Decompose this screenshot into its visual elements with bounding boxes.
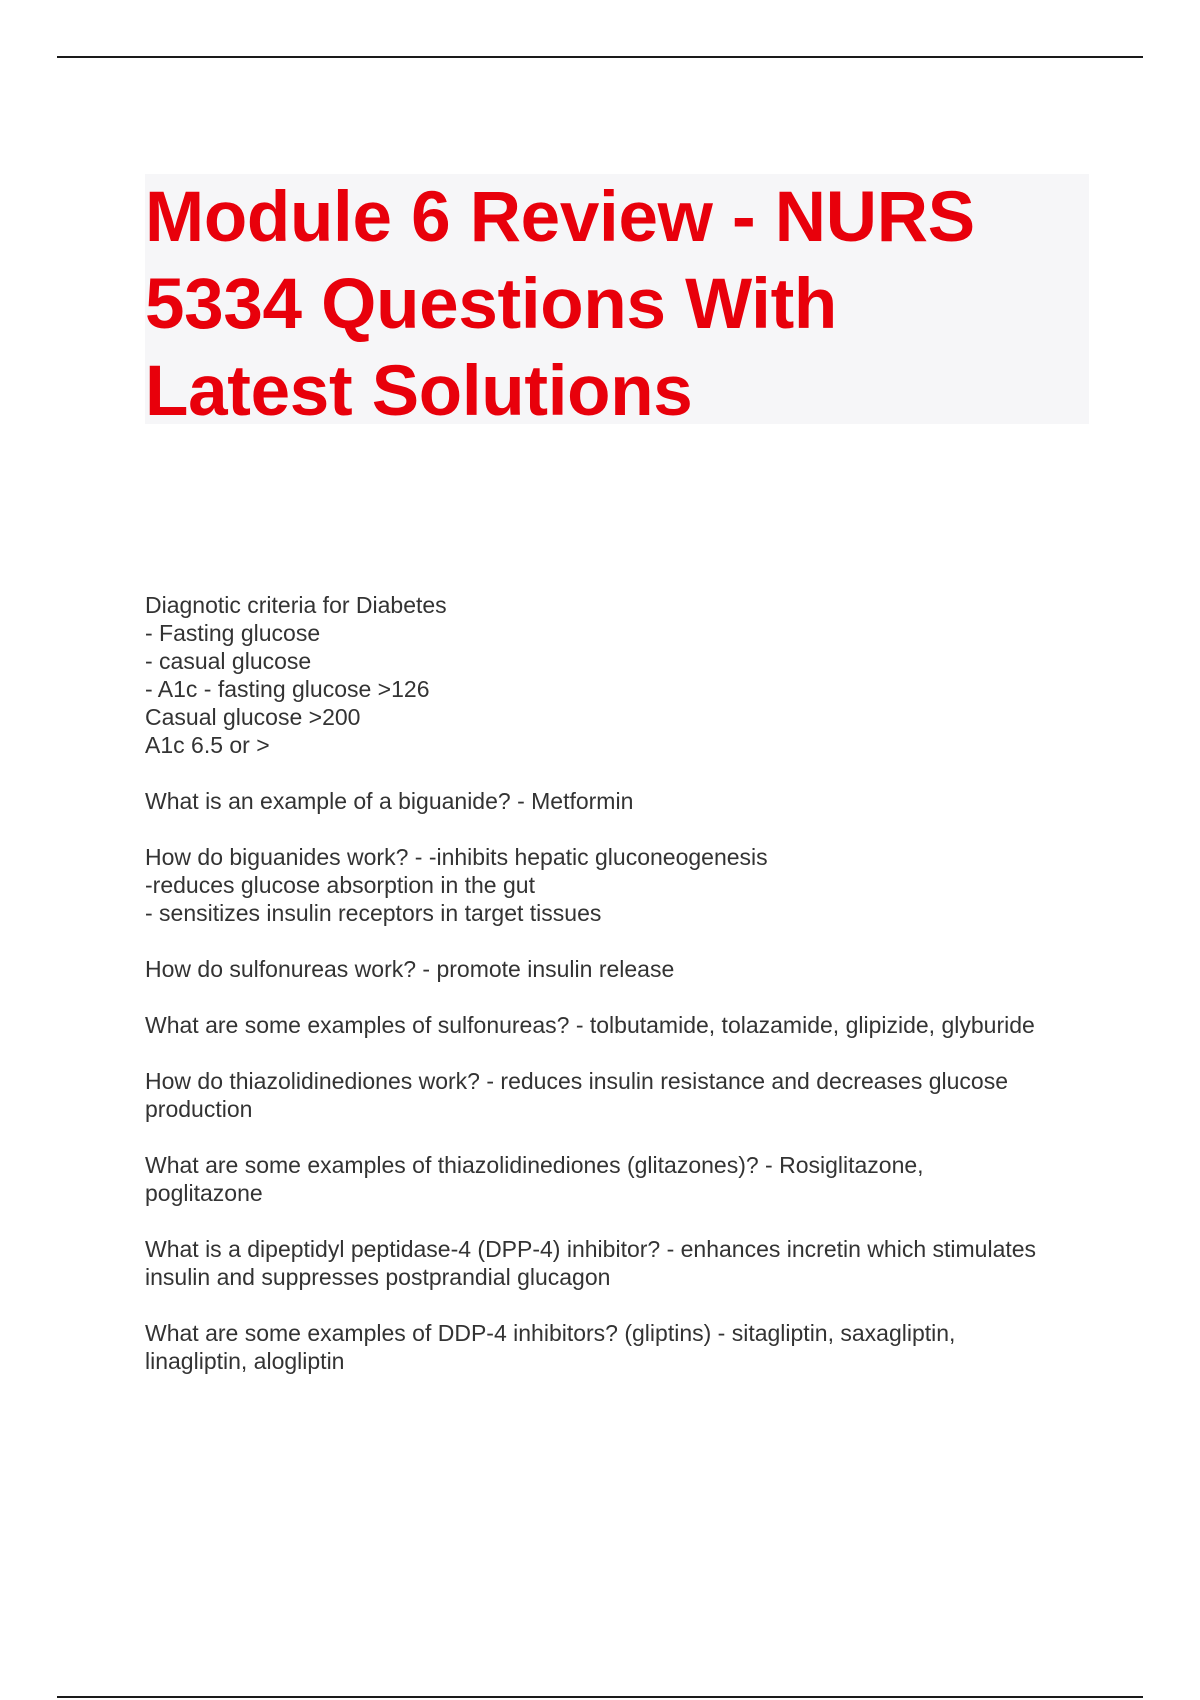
qa-line: - sensitizes insulin receptors in target tissues: [145, 900, 602, 926]
title-line: Latest Solutions: [145, 352, 693, 431]
qa-line: A1c 6.5 or >: [145, 732, 270, 758]
qa-line: What is a dipeptidyl peptidase-4 (DPP-4) inhibitor? - enhances incretin which stimulates: [145, 1236, 1037, 1262]
qa-line: How do sulfonureas work? - promote insulin release: [145, 956, 675, 982]
qa-item: [145, 787, 1105, 815]
document-title: [145, 174, 1089, 435]
qa-item: [145, 955, 1105, 983]
qa-line: Diagnotic criteria for Diabetes: [145, 592, 447, 618]
qa-line: What are some examples of thiazolidinediones (glitazones)? - Rosiglitazone,: [145, 1152, 924, 1178]
qa-line: How do thiazolidinediones work? - reduces insulin resistance and decreases glucose: [145, 1068, 1008, 1094]
qa-line: What are some examples of sulfonureas? - tolbutamide, tolazamide, glipizide, glyburide: [145, 1012, 1035, 1038]
qa-item: [145, 1319, 1105, 1375]
qa-line: -reduces glucose absorption in the gut: [145, 872, 535, 898]
qa-line: production: [145, 1096, 253, 1122]
qa-list: [145, 591, 1105, 1403]
qa-item: [145, 1067, 1105, 1123]
title-banner: [145, 174, 1089, 431]
qa-line: - casual glucose: [145, 648, 312, 674]
qa-line: linagliptin, alogliptin: [145, 1348, 345, 1374]
qa-item: [145, 843, 1105, 927]
qa-item: [145, 1151, 1105, 1207]
qa-line: How do biguanides work? - -inhibits hepatic gluconeogenesis: [145, 844, 768, 870]
qa-item: [145, 1235, 1105, 1291]
qa-line: insulin and suppresses postprandial glucagon: [145, 1264, 611, 1290]
qa-item: [145, 591, 1105, 759]
qa-line: What is an example of a biguanide? - Metformin: [145, 788, 634, 814]
qa-line: What are some examples of DDP-4 inhibitors? (gliptins) - sitagliptin, saxagliptin,: [145, 1320, 956, 1346]
qa-item: [145, 1011, 1105, 1039]
bottom-divider: [57, 1696, 1143, 1698]
qa-line: Casual glucose >200: [145, 704, 361, 730]
top-divider: [57, 56, 1143, 58]
qa-line: - A1c - fasting glucose >126: [145, 676, 430, 702]
title-line: 5334 Questions With: [145, 265, 837, 344]
title-line: Module 6 Review - NURS: [145, 178, 975, 257]
qa-line: - Fasting glucose: [145, 620, 321, 646]
qa-line: poglitazone: [145, 1180, 263, 1206]
